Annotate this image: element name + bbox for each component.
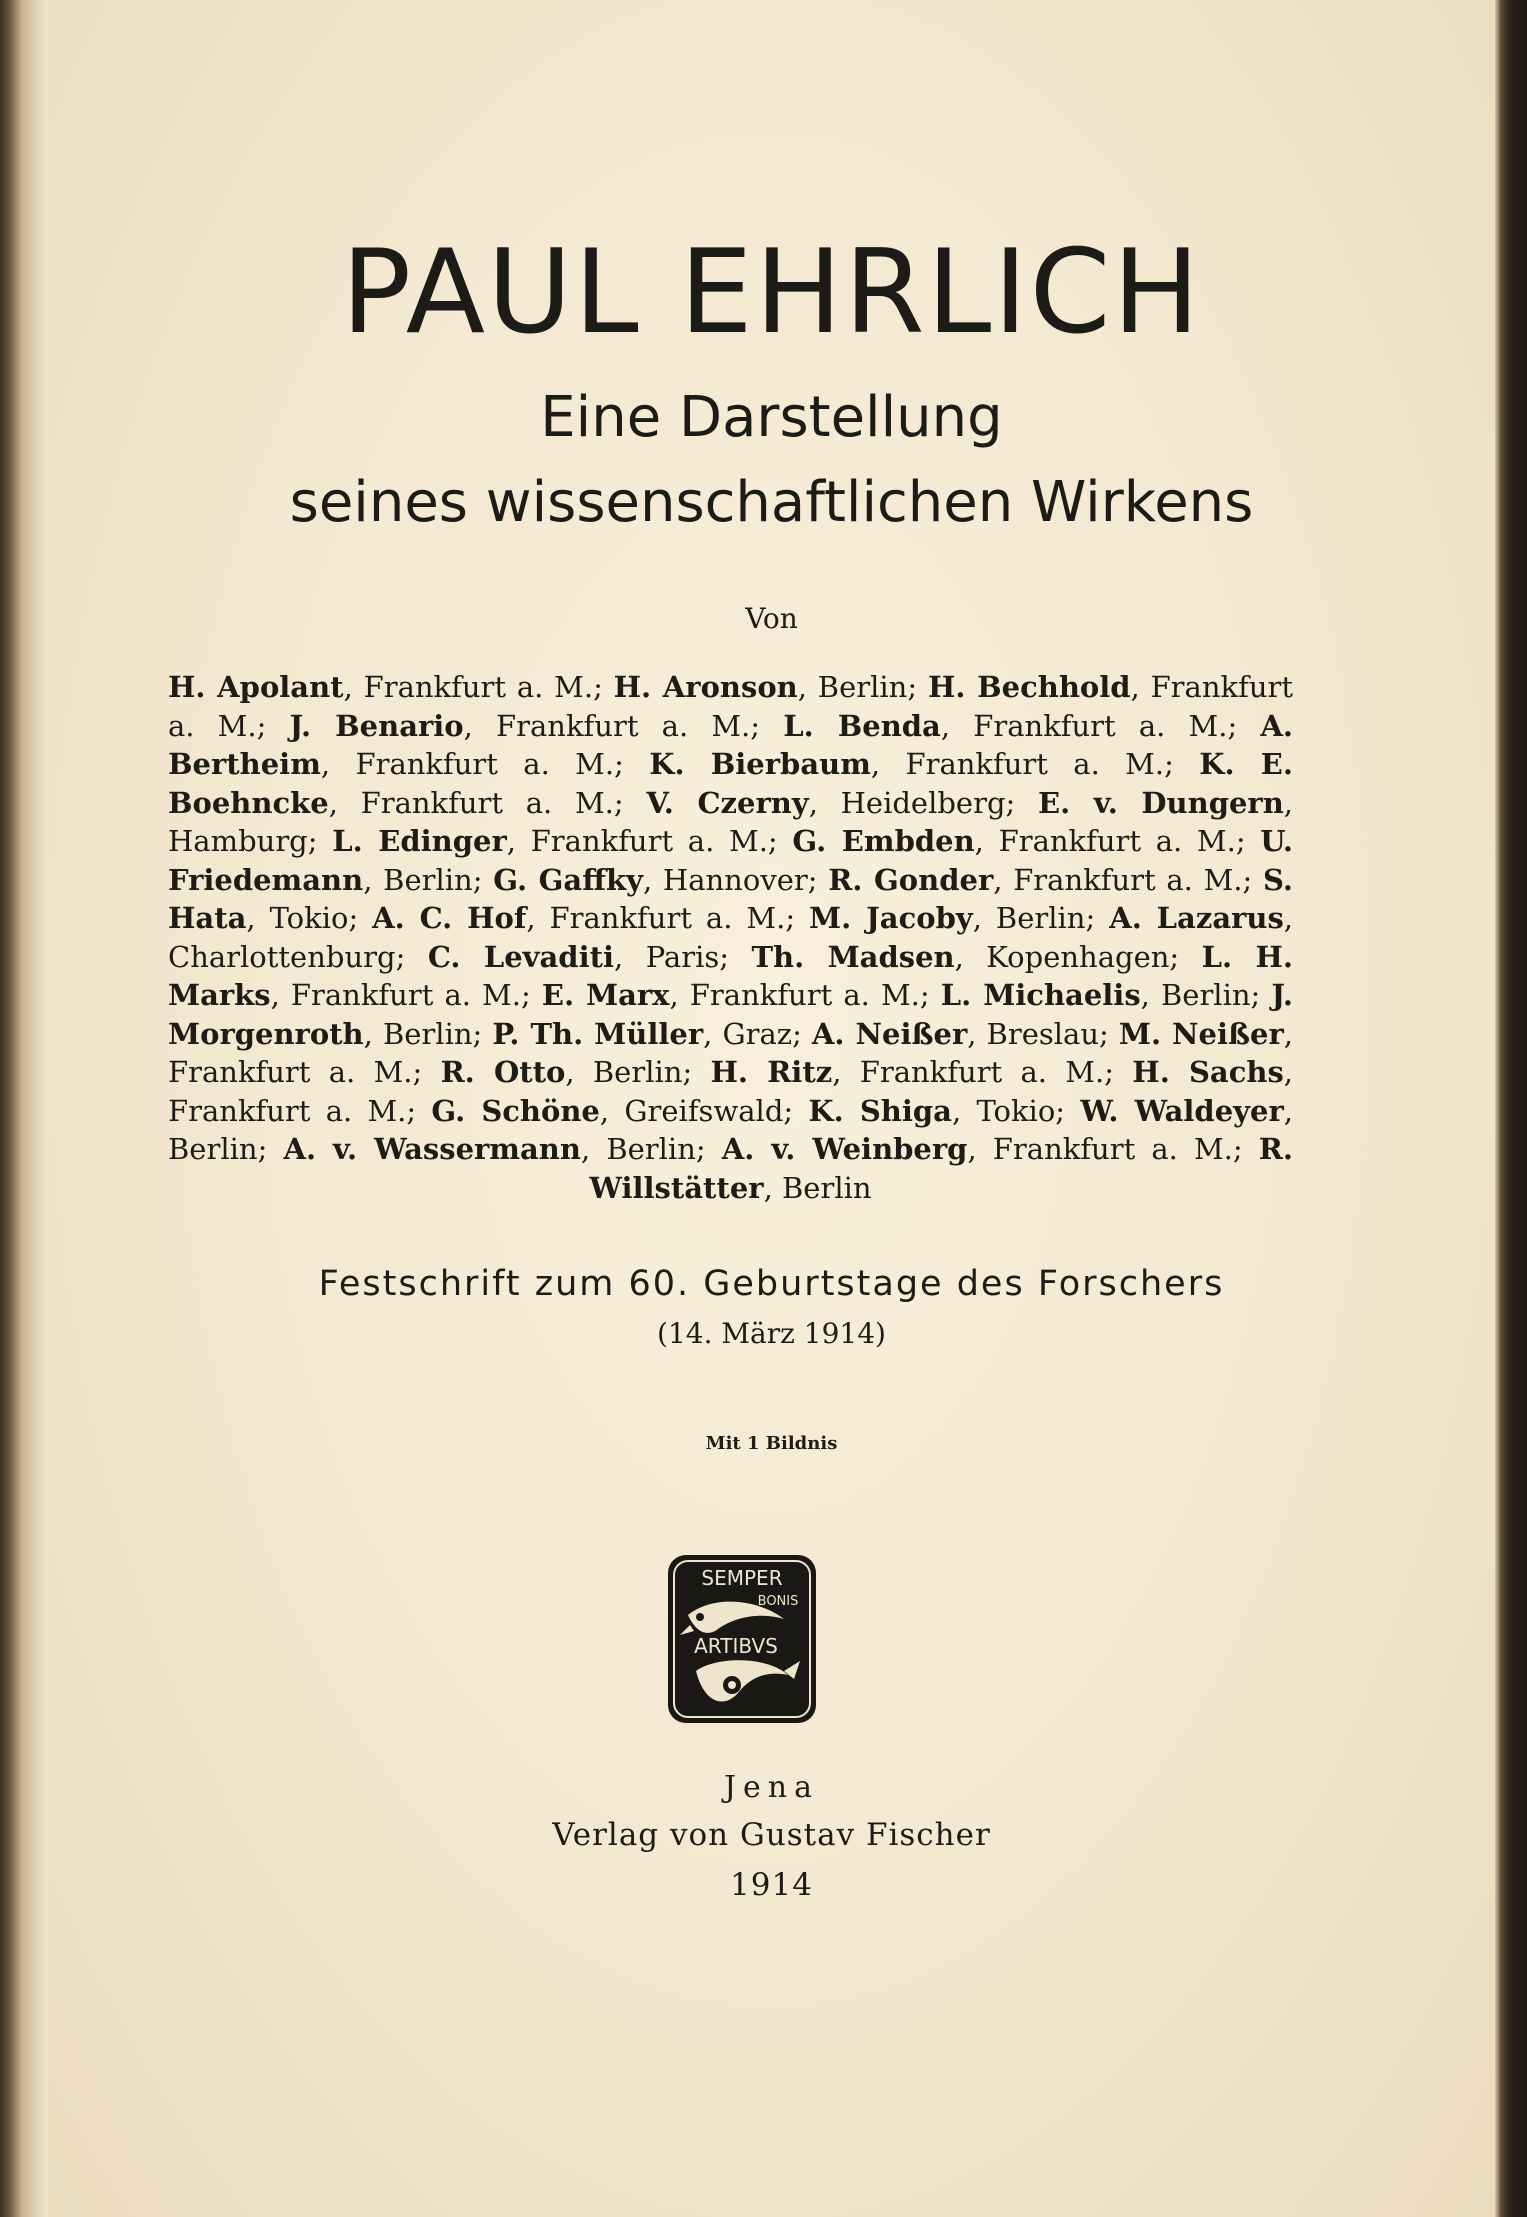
author-place: Frankfurt a. M. — [530, 824, 768, 858]
author-name: E. v. Dungern — [1038, 785, 1284, 820]
author-place: Graz — [722, 1016, 793, 1051]
author-place: Frankfurt a. M. — [998, 824, 1236, 858]
book-binding-left — [0, 0, 48, 2217]
author-place: Frankfurt a. M. — [689, 978, 920, 1012]
author-name: G. Gaffky — [493, 862, 643, 897]
author-entry: G. Schöne, Greifswald — [431, 1093, 784, 1128]
author-name: U. Friedemann — [168, 824, 1294, 897]
author-place: Frankfurt a. M. — [496, 708, 751, 743]
author-name: C. Levaditi — [427, 939, 615, 974]
author-place: Berlin — [606, 1132, 696, 1166]
author-name: J. Benario — [289, 708, 464, 743]
author-name: W. Waldeyer — [1080, 1093, 1284, 1128]
author-entry: L. Michaelis, Berlin — [940, 978, 1251, 1012]
author-place: Berlin — [995, 901, 1086, 935]
author-place: Berlin — [782, 1170, 872, 1205]
book-binding-right — [1495, 0, 1527, 2217]
emblem-text-semper: SEMPER — [701, 1566, 783, 1590]
author-entry: A. C. Hof, Frankfurt a. M. — [372, 901, 786, 935]
author-name: M. Neißer — [1118, 1016, 1284, 1051]
author-entry: R. Gonder, Frankfurt a. M. — [828, 862, 1243, 897]
author-place: Hannover — [662, 862, 808, 897]
author-name: H. Ritz — [710, 1055, 833, 1089]
author-place: Frankfurt a. M. — [992, 1132, 1233, 1166]
von-label: Von — [745, 602, 798, 635]
author-place: Frankfurt a. M. — [360, 785, 614, 820]
festschrift-line: Festschrift zum 60. Geburtstage des Forschers — [318, 1264, 1225, 1304]
author-entry: W. Waldeyer, Berlin — [168, 1093, 1293, 1166]
author-entry: A. Neißer, Breslau — [811, 1016, 1100, 1051]
author-place: Frankfurt a. M. — [1013, 862, 1243, 897]
author-name: R. Gonder — [828, 862, 994, 897]
festschrift-date: (14. März 1914) — [657, 1317, 886, 1350]
author-name: H. Sachs — [1132, 1055, 1284, 1089]
author-place: Frankfurt a. M. — [363, 670, 594, 704]
author-name: K. E. Boehncke — [168, 747, 1293, 820]
author-name: G. Embden — [792, 824, 975, 858]
author-name: E. Marx — [541, 978, 670, 1012]
author-name: L. Benda — [783, 708, 941, 743]
author-place: Frankfurt a. M. — [168, 670, 1294, 743]
author-name: H. Apolant — [168, 670, 344, 704]
author-entry: K. Bierbaum, Frankfurt a. M. — [649, 747, 1165, 781]
author-place: Frankfurt a. M. — [905, 747, 1165, 781]
author-name: A. C. Hof — [372, 901, 527, 935]
book-title: PAUL EHRLICH — [341, 225, 1202, 360]
author-place: Berlin — [382, 1016, 473, 1051]
author-name: R. Otto — [440, 1055, 566, 1089]
title-page — [48, 0, 1495, 2217]
author-place: Berlin — [383, 862, 473, 897]
author-name: A. v. Weinberg — [721, 1132, 968, 1166]
author-entry: H. Ritz, Frankfurt a. M. — [710, 1055, 1105, 1089]
author-entry: M. Jacoby, Berlin — [809, 901, 1086, 935]
author-place: Frankfurt a. M. — [168, 1093, 407, 1128]
author-place: Frankfurt a. M. — [973, 708, 1228, 743]
author-name: H. Aronson — [613, 670, 798, 704]
author-entry: C. Levaditi, Paris — [427, 939, 720, 974]
author-place: Berlin — [592, 1055, 683, 1089]
author-name: A. Bertheim — [168, 708, 1294, 781]
author-entry: L. H. Marks, Frankfurt a. M. — [168, 939, 1293, 1012]
author-place: Frankfurt a. M. — [859, 1055, 1105, 1089]
author-entry: J. Benario, Frankfurt a. M. — [289, 708, 751, 743]
author-name: K. Bierbaum — [649, 747, 871, 781]
author-entry: L. Edinger, Frankfurt a. M. — [332, 824, 768, 858]
publication-place: Jena — [724, 1770, 819, 1805]
subtitle-line-2: seines wissenschaftlichen Wirkens — [289, 470, 1254, 535]
author-name: Th. Madsen — [751, 939, 955, 974]
author-entry: A. v. Weinberg, Frankfurt a. M. — [721, 1132, 1233, 1166]
author-entry: H. Aronson, Berlin — [613, 670, 908, 704]
author-entry: G. Gaffky, Hannover — [493, 862, 808, 897]
author-place: Berlin — [168, 1132, 258, 1166]
author-entry: L. Benda, Frankfurt a. M. — [783, 708, 1228, 743]
author-entry: K. E. Boehncke, Frankfurt a. M. — [168, 747, 1293, 820]
author-place: Kopenhagen — [986, 939, 1170, 974]
author-name: G. Schöne — [431, 1093, 600, 1128]
fish-emblem-icon — [666, 1553, 818, 1725]
author-place: Paris — [645, 939, 720, 974]
author-entry: S. Hata, Tokio — [168, 862, 1294, 935]
author-entry: A. Bertheim, Frankfurt a. M. — [168, 708, 1294, 781]
author-place: Tokio — [269, 901, 349, 935]
author-name: M. Jacoby — [809, 901, 973, 935]
author-name: J. Morgenroth — [168, 978, 1293, 1051]
author-place: Berlin — [1160, 978, 1251, 1012]
author-entry: U. Friedemann, Berlin — [168, 824, 1294, 897]
author-place: Heidelberg — [840, 785, 1006, 820]
author-place: Frankfurt a. M. — [549, 901, 786, 935]
author-place: Frankfurt a. M. — [168, 1055, 413, 1089]
author-entry: E. Marx, Frankfurt a. M. — [541, 978, 920, 1012]
author-name: R. Willstätter — [589, 1132, 1293, 1205]
author-place: Hamburg — [168, 824, 308, 858]
author-name: A. Lazarus — [1109, 901, 1284, 935]
author-name: H. Bechhold — [927, 670, 1131, 704]
author-place: Tokio — [976, 1093, 1056, 1128]
author-name: A. v. Wassermann — [283, 1132, 581, 1166]
author-name: L. Edinger — [332, 824, 507, 858]
author-name: K. Shiga — [808, 1093, 952, 1128]
author-place: Greifswald — [624, 1093, 784, 1128]
author-name: L. H. Marks — [168, 939, 1293, 1012]
author-entry: P. Th. Müller, Graz — [492, 1016, 793, 1051]
author-name: V. Czerny — [646, 785, 809, 820]
author-entry: J. Morgenroth, Berlin — [168, 978, 1293, 1051]
emblem-text-artibus: ARTIBVS — [694, 1634, 778, 1658]
author-name: A. Neißer — [811, 1016, 968, 1051]
publication-year: 1914 — [730, 1867, 813, 1903]
author-place: Frankfurt a. M. — [355, 747, 615, 781]
author-place: Breslau — [986, 1016, 1100, 1051]
author-entry: Th. Madsen, Kopenhagen — [751, 939, 1170, 974]
author-entry: A. v. Wassermann, Berlin — [283, 1132, 696, 1166]
author-place: Charlottenburg — [168, 939, 396, 974]
author-entry: H. Sachs, Frankfurt a. M. — [168, 1055, 1293, 1128]
author-entry: E. v. Dungern, Hamburg — [168, 785, 1294, 858]
author-entry: G. Embden, Frankfurt a. M. — [792, 824, 1236, 858]
author-name: S. Hata — [168, 862, 1294, 935]
bildnis-note: Mit 1 Bildnis — [705, 1433, 838, 1454]
author-entry: R. Willstätter, Berlin — [589, 1132, 1293, 1205]
emblem-text-bonis: BONIS — [757, 1594, 799, 1609]
author-entry: A. Lazarus, Charlottenburg — [168, 901, 1294, 974]
author-entry: H. Apolant, Frankfurt a. M. — [168, 670, 594, 704]
author-name: P. Th. Müller — [492, 1016, 704, 1051]
author-place: Frankfurt a. M. — [290, 978, 521, 1012]
author-entry: H. Bechhold, Frankfurt a. M. — [168, 670, 1294, 743]
author-entry: R. Otto, Berlin — [440, 1055, 683, 1089]
author-entry: M. Neißer, Frankfurt a. M. — [168, 1016, 1293, 1089]
subtitle-line-1: Eine Darstellung — [540, 385, 1003, 450]
author-name: L. Michaelis — [940, 978, 1141, 1012]
author-list: H. Apolant, Frankfurt a. M.; H. Aronson, Berlin; H. Bechhold, Frankfurt a. M.; J. Benario, Frankfurt a. M.; L. Benda, Frankfurt a. M.; A. Bertheim, Frankfurt a. M.; K. Bierbaum, Frankfurt a. M.; K. E. Boehncke, Frankfurt a. M.; V. Czerny, Heidelberg; E. v. Dungern, Hamburg; L. Edinger, Frankfurt a. M.; G. Embden, Frankfurt a. M.; U. Friedemann, Berlin; G. Gaffky, Hannover; R. Gonder, Frankfurt a. M.; S. Hata, Tokio; A. C. Hof, Frankfurt a. M.; M. Jacoby, Berlin; A. Lazarus, Charlottenburg; C. Levaditi, Paris; Th. Madsen, Kopenhagen; L. H. Marks, Frankfurt a. M.; E. Marx, Frankfurt a. M.; L. Michaelis, Berlin; J. Morgenroth, Berlin; P. Th. Müller, Graz; A. Neißer, Breslau; M. Neißer, Frankfurt a. M.; R. Otto, Berlin; H. Ritz, Frankfurt a. M.; H. Sachs, Frankfurt a. M.; G. Schöne, Greifswald; K. Shiga, Tokio; W. Waldeyer, Berlin; A. v. Wassermann, Berlin; A. v. Weinberg, Frankfurt a. M.; R. Willstätter, Berlin — [168, 670, 1294, 1205]
author-place: Berlin — [817, 670, 908, 704]
author-entry: V. Czerny, Heidelberg — [646, 785, 1006, 820]
author-entry: K. Shiga, Tokio — [808, 1093, 1056, 1128]
publisher: Verlag von Gustav Fischer — [552, 1817, 991, 1853]
